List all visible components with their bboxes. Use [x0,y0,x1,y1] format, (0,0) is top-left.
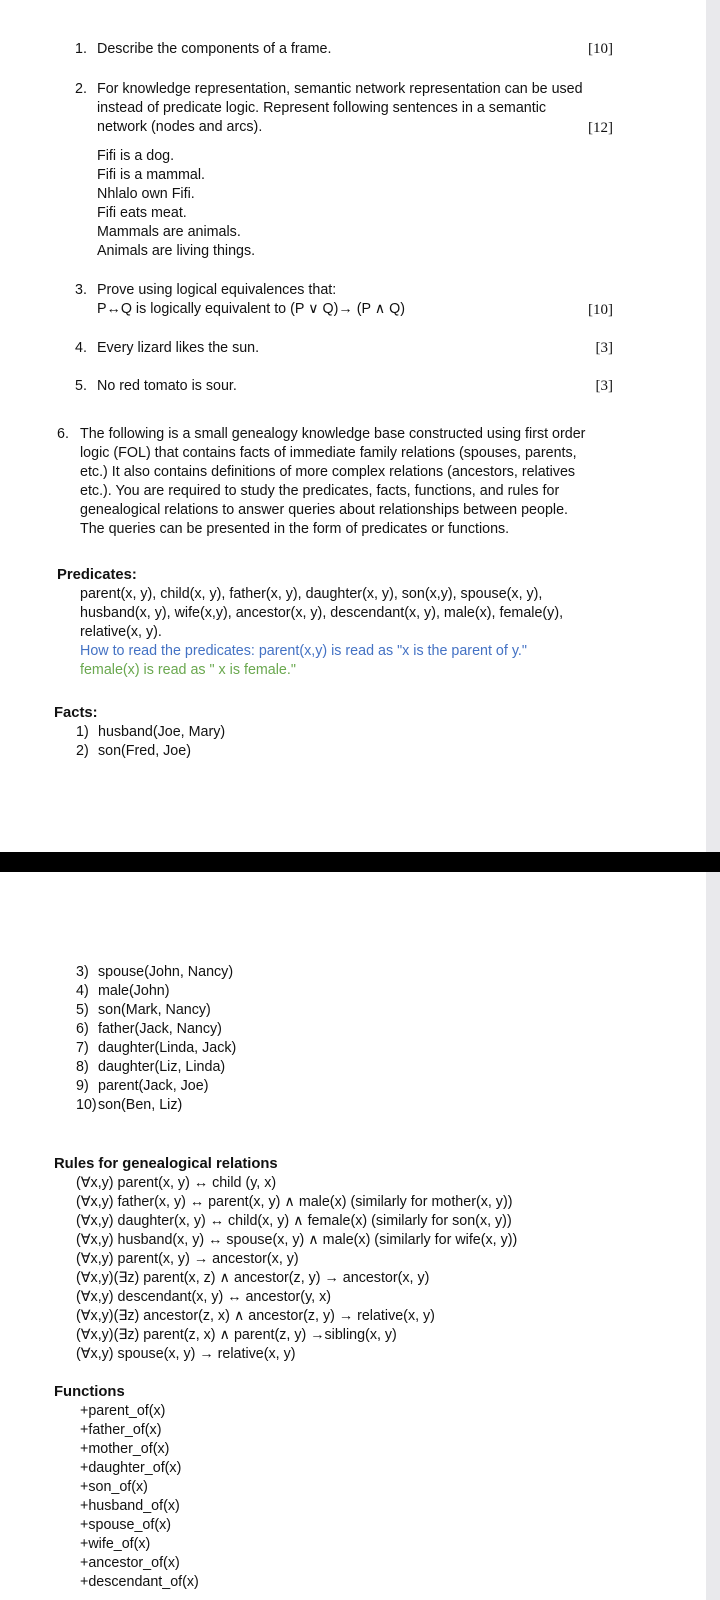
predicates-reading-note [80,642,527,661]
function-9: +ancestor_of(x) [80,1555,180,1571]
question-6-number: 6. [57,426,69,442]
rule-2: (∀x,y) father(x, y) ↔ parent(x, y) ∧ male(x) (similarly for mother(x, y)) [76,1194,513,1210]
fact-10: son(Ben, Liz) [98,1097,183,1113]
fact-9-number: 9) [76,1078,89,1094]
fact-2: son(Fred, Joe) [98,743,191,759]
sentence-5: Mammals are animals. [97,224,241,240]
function-6: +husband_of(x) [80,1498,180,1514]
question-1-marks: [10] [588,41,613,57]
question-5-number: 5. [75,378,87,394]
rule-3: (∀x,y) daughter(x, y) ↔ child(x, y) ∧ female(x) (similarly for son(x, y)) [76,1213,512,1229]
rule-6: (∀x,y)(∃z) parent(x, z) ∧ ancestor(z, y) → ancestor(x, y) [76,1270,430,1286]
predicates-line-3: relative(x, y). [80,624,162,640]
fact-9: parent(Jack, Joe) [98,1078,209,1094]
question-6-line-2: logic (FOL) that contains facts of immediate family relations (spouses, parents, [80,445,577,461]
fact-6: father(Jack, Nancy) [98,1021,222,1037]
question-4-number: 4. [75,340,87,356]
question-1-text: Describe the components of a frame. [97,41,332,57]
function-4: +daughter_of(x) [80,1460,182,1476]
rule-7: (∀x,y) descendant(x, y) ↔ ancestor(y, x) [76,1289,332,1305]
question-2-number: 2. [75,81,87,97]
fact-4-number: 4) [76,983,89,999]
question-6-line-3: etc.) It also contains definitions of more complex relations (ancestors, relatives [80,464,576,480]
question-6-line-4: etc.). You are required to study the predicates, facts, functions, and rules for [80,483,560,499]
question-4-text: Every lizard likes the sun. [97,340,260,356]
page-separator [0,852,720,872]
functions-heading: Functions [54,1384,125,1400]
predicates-heading: Predicates: [57,567,137,583]
fact-5-number: 5) [76,1002,89,1018]
document-page-2 [0,872,706,1600]
question-1-number: 1. [75,41,87,57]
rule-8: (∀x,y)(∃z) ancestor(z, x) ∧ ancestor(z, y) → relative(x, y) [76,1308,435,1324]
function-10: +descendant_of(x) [80,1574,199,1590]
question-2-marks: [12] [588,120,613,136]
question-3-number: 3. [75,282,87,298]
function-3: +mother_of(x) [80,1441,170,1457]
question-6-line-1: The following is a small genealogy knowledge base constructed using first order [80,426,586,442]
fact-7-number: 7) [76,1040,89,1056]
sentence-1: Fifi is a dog. [97,148,175,164]
rules-heading: Rules for genealogical relations [54,1156,278,1172]
question-3-line-1: Prove using logical equivalences that: [97,282,337,298]
question-3-line-2: P↔Q is logically equivalent to (P ∨ Q)→ (P ∧ Q) [97,301,406,317]
fact-1-number: 1) [76,724,89,740]
sentence-2: Fifi is a mammal. [97,167,206,183]
fact-10-number: 10) [76,1097,97,1113]
rule-1: (∀x,y) parent(x, y) ↔ child (y, x) [76,1175,277,1191]
rule-10: (∀x,y) spouse(x, y) → relative(x, y) [76,1346,296,1362]
fact-8-number: 8) [76,1059,89,1075]
function-1: +parent_of(x) [80,1403,166,1419]
fact-6-number: 6) [76,1021,89,1037]
rule-9: (∀x,y)(∃z) parent(z, x) ∧ parent(z, y) →sibling(x, y) [76,1327,397,1343]
rule-4: (∀x,y) husband(x, y) ↔ spouse(x, y) ∧ male(x) (similarly for wife(x, y)) [76,1232,518,1248]
question-6-line-5: genealogical relations to answer queries about relationships between people. [80,502,569,518]
reading-note-prefix: How to read the predicates: [80,643,259,659]
function-2: +father_of(x) [80,1422,162,1438]
function-8: +wife_of(x) [80,1536,151,1552]
sentence-4: Fifi eats meat. [97,205,187,221]
reading-note-female: female(x) is read as " x is female." [80,662,296,678]
question-4-marks: [3] [595,340,613,356]
question-2-line-2: instead of predicate logic. Represent following sentences in a semantic [97,100,547,116]
question-2-line-1: For knowledge representation, semantic network representation can be used [97,81,583,97]
fact-7: daughter(Linda, Jack) [98,1040,237,1056]
question-5-marks: [3] [595,378,613,394]
question-3-marks: [10] [588,302,613,318]
fact-2-number: 2) [76,743,89,759]
rule-5: (∀x,y) parent(x, y) → ancestor(x, y) [76,1251,299,1267]
predicates-line-2: husband(x, y), wife(x,y), ancestor(x, y), descendant(x, y), male(x), female(y), [80,605,564,621]
facts-heading: Facts: [54,705,98,721]
fact-8: daughter(Liz, Linda) [98,1059,226,1075]
function-7: +spouse_of(x) [80,1517,171,1533]
question-2-line-3: network (nodes and arcs). [97,119,263,135]
fact-4: male(John) [98,983,170,999]
predicates-line-1: parent(x, y), child(x, y), father(x, y), daughter(x, y), son(x,y), spouse(x, y), [80,586,543,602]
sentence-3: Nhlalo own Fifi. [97,186,195,202]
fact-3: spouse(John, Nancy) [98,964,234,980]
fact-3-number: 3) [76,964,89,980]
function-5: +son_of(x) [80,1479,148,1495]
reading-note-parent: parent(x,y) is read as "x is the parent of y." [258,643,527,659]
fact-1: husband(Joe, Mary) [98,724,226,740]
question-5-text: No red tomato is sour. [97,378,237,394]
sentence-6: Animals are living things. [97,243,256,259]
question-6-line-6: The queries can be presented in the form of predicates or functions. [80,521,510,537]
fact-5: son(Mark, Nancy) [98,1002,211,1018]
